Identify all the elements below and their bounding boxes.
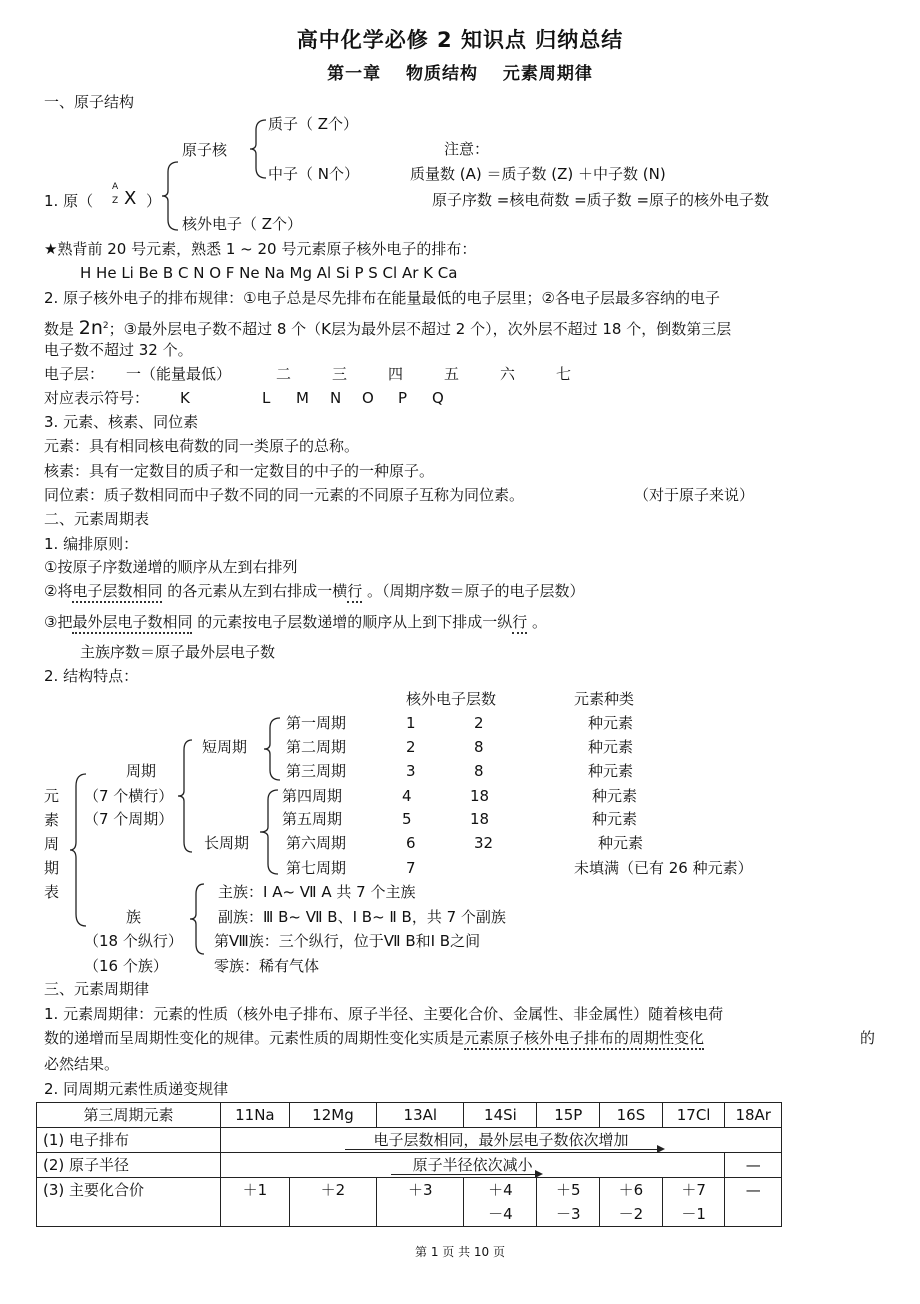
- principle-3: [44, 612, 547, 632]
- vchar-3: 周: [44, 835, 60, 853]
- radius-trend-cell: [220, 1153, 725, 1178]
- table-header: 14Si: [464, 1103, 537, 1128]
- p3-emphasis-col: 行: [512, 613, 527, 634]
- electron-rule-line1: 2. 原子核外电子的排布规律：①电子总是尽先排布在能量最低的电子层里；②各电子层最多容纳的电子: [44, 289, 720, 307]
- vchar-4: 期: [44, 859, 60, 877]
- neutron-label: 中子（ N个）: [268, 165, 359, 183]
- period-kinds-7: 未填满（已有 26 种元素）: [574, 859, 753, 877]
- p2-e: 。（周期序数＝原子的电子层数）: [362, 582, 585, 600]
- layer-7: 七: [556, 365, 572, 383]
- p3-a: ③把: [44, 613, 73, 631]
- short-period-brace: [260, 714, 284, 784]
- vchar-5: 表: [44, 883, 60, 901]
- arrangement-principles-heading: 1. 编排原则：: [44, 535, 139, 553]
- rule2-text: ；③最外层电子数不超过 8 个（K层为最外层不超过 2 个），次外层不超过 18 个，倒数第三层: [108, 320, 732, 338]
- element-symbol: X: [124, 188, 137, 209]
- valence-max: ＋7: [681, 1181, 706, 1199]
- table-header: 12Mg: [289, 1103, 376, 1128]
- period-name-3: 第三周期: [286, 762, 347, 780]
- period-count-3: 8: [474, 762, 484, 780]
- table-header-row: [37, 1103, 782, 1128]
- table-row: [37, 1153, 782, 1178]
- period-kinds-5: 种元素: [592, 810, 638, 828]
- valence-cell: [600, 1178, 663, 1227]
- period-shells-7: 7: [406, 859, 416, 877]
- electron-rule-line3: 电子数不超过 32 个。: [44, 341, 193, 359]
- p2-emphasis: 电子层数相同: [72, 582, 162, 603]
- period-shells-1: 1: [406, 714, 416, 732]
- period-shells-6: 6: [406, 834, 416, 852]
- mass-number-equation: 质量数 (A) ＝质子数 (Z) ＋中子数 (N): [410, 165, 666, 183]
- valence-cell: [464, 1178, 537, 1227]
- element-list: H He Li Be B C N O F Ne Na Mg Al Si P S Cl Ar K Ca: [80, 264, 458, 282]
- symbol-O: O: [362, 389, 374, 407]
- period-shells-3: 3: [406, 762, 416, 780]
- rule2-prefix: 数是: [44, 320, 79, 338]
- electron-label: 核外电子（ Z个）: [182, 215, 303, 233]
- valence-max: ＋4: [488, 1181, 513, 1199]
- law-line-2: [44, 1028, 704, 1048]
- period-count-6: 32: [474, 834, 494, 852]
- group-count-label: （16 个族）: [84, 957, 168, 975]
- valence-max: ＋3: [408, 1181, 433, 1199]
- period-count-5: 18: [470, 810, 490, 828]
- period-shells-4: 4: [402, 787, 412, 805]
- principle-1: ①按原子序数递增的顺序从左到右排列: [44, 558, 298, 576]
- vchar-1: 元: [44, 787, 60, 805]
- valence-max: ＋2: [320, 1181, 346, 1199]
- atom-brace: [158, 158, 182, 234]
- atomic-number-equation: 原子序数 =核电荷数 =质子数 =原子的核外电子数: [432, 191, 770, 209]
- symbol-M: M: [296, 389, 309, 407]
- law-line-1: 1. 元素周期律：元素的性质（核外电子排布、原子半径、主要化合价、金属性、非金属性）随着核电荷: [44, 1005, 724, 1023]
- electron-trend-text: 电子层数相同，最外层电子数依次增加: [373, 1131, 629, 1149]
- proton-label: 质子（ Z个）: [268, 115, 359, 133]
- long-period-brace: [256, 786, 280, 878]
- valence-min: －2: [618, 1205, 644, 1223]
- symbol-N: N: [330, 389, 342, 407]
- memorize-note: ★熟背前 20 号元素，熟悉 1 ~ 20 号元素原子核外电子的排布：: [44, 240, 477, 258]
- layer-4: 四: [388, 365, 404, 383]
- chapter-title: 第一章 物质结构 元素周期律: [327, 64, 593, 84]
- group-zero: 零族：稀有气体: [214, 957, 320, 975]
- p2-emphasis-row: 行: [347, 582, 362, 603]
- trend-arrow-icon: [391, 1174, 541, 1175]
- nucleus-label: 原子核: [182, 141, 228, 159]
- mass-number-sup: A: [112, 182, 119, 192]
- period-kinds-3: 种元素: [588, 762, 634, 780]
- column-shells: 核外电子层数: [406, 690, 497, 708]
- layer-5: 五: [444, 365, 460, 383]
- group-main: 主族：Ⅰ A~ Ⅶ A 共 7 个主族: [218, 883, 416, 901]
- page-footer: 第 1 页 共 10 页: [415, 1245, 505, 1259]
- period-name-6: 第六周期: [286, 834, 347, 852]
- group-label: 族: [126, 908, 142, 926]
- layer-1: 一（能量最低）: [126, 365, 232, 383]
- p3-c: 的元素按电子层数递增的顺序从上到下排成一纵: [192, 613, 513, 631]
- symbol-P: P: [398, 389, 408, 407]
- element-definition: 元素：具有相同核电荷数的同一类原子的总称。: [44, 437, 360, 455]
- period-label: 周期: [126, 762, 157, 780]
- law2-a: 数的递增而呈周期性变化的规律。元素性质的周期性变化实质是: [44, 1029, 465, 1047]
- section-heading-periodic-table: 二、元素周期表: [44, 510, 150, 528]
- valence-cell: [537, 1178, 600, 1227]
- period-name-2: 第二周期: [286, 738, 347, 756]
- radius-ar: —: [725, 1153, 782, 1178]
- period-shells-2: 2: [406, 738, 416, 756]
- valence-min: －4: [488, 1205, 513, 1223]
- period-count-4: 18: [470, 787, 490, 805]
- group-sub: 副族：Ⅲ B~ Ⅶ B、Ⅰ B~ Ⅱ B，共 7 个副族: [218, 908, 506, 926]
- atom-label: 1. 原（: [44, 192, 94, 210]
- row-label-radius: (2) 原子半径: [37, 1153, 221, 1178]
- table-header: 17Cl: [662, 1103, 725, 1128]
- layer-6: 六: [500, 365, 516, 383]
- row-label-valence: (3) 主要化合价: [37, 1178, 221, 1227]
- table-row: [37, 1128, 782, 1153]
- period-kinds-2: 种元素: [588, 738, 634, 756]
- trend-heading: 2. 同周期元素性质递变规律: [44, 1080, 229, 1098]
- nuclide-definition: 核素：具有一定数目的质子和一定数目的中子的一种原子。: [44, 462, 435, 480]
- valence-max: —: [745, 1181, 761, 1199]
- page-title: 高中化学必修 2 知识点 归纳总结: [296, 28, 624, 52]
- table-header: 18Ar: [725, 1103, 782, 1128]
- rule2-formula-sup: 2: [102, 321, 109, 331]
- p2-a: ②将: [44, 582, 73, 600]
- symbols-label: 对应表示符号：: [44, 389, 150, 407]
- trend-arrow-icon: [345, 1149, 663, 1150]
- period-shells-5: 5: [402, 810, 412, 828]
- electron-rule-line2: [44, 316, 731, 339]
- layer-3: 三: [332, 365, 348, 383]
- period-name-1: 第一周期: [286, 714, 347, 732]
- valence-cell: [289, 1178, 376, 1227]
- valence-cell: [377, 1178, 464, 1227]
- atomic-number-sub: Z: [112, 196, 119, 206]
- period3-trend-table: [36, 1102, 782, 1227]
- valence-cell: [662, 1178, 725, 1227]
- principle-2: [44, 581, 585, 601]
- valence-cell: [725, 1178, 782, 1227]
- symbol-Q: Q: [432, 389, 444, 407]
- valence-max: ＋6: [618, 1181, 644, 1199]
- main-group-rule: 主族序数＝原子最外层电子数: [80, 643, 276, 661]
- period-brace: [174, 736, 196, 856]
- column-kinds: 元素种类: [574, 690, 635, 708]
- symbol-L: L: [262, 389, 271, 407]
- layers-label: 电子层：: [44, 365, 105, 383]
- period-count-1: 2: [474, 714, 484, 732]
- law-line-2-end: 的: [860, 1029, 876, 1047]
- vchar-2: 素: [44, 811, 60, 829]
- period-count-label: （7 个周期）: [84, 810, 174, 828]
- period-name-5: 第五周期: [282, 810, 343, 828]
- structure-heading: 2. 结构特点：: [44, 667, 139, 685]
- note-label: 注意：: [444, 140, 490, 158]
- rule2-formula: 2n: [78, 317, 103, 339]
- group-brace: [186, 880, 208, 960]
- table-header: 13Al: [377, 1103, 464, 1128]
- p3-e: 。: [527, 613, 548, 631]
- period-kinds-4: 种元素: [592, 787, 638, 805]
- nucleus-brace: [246, 116, 270, 182]
- period-kinds-1: 种元素: [588, 714, 634, 732]
- table-header: 16S: [600, 1103, 663, 1128]
- group-viii: 第Ⅷ族：三个纵行，位于Ⅶ B和Ⅰ B之间: [214, 932, 481, 950]
- layer-2: 二: [276, 365, 292, 383]
- table-header: 第三周期元素: [37, 1103, 221, 1128]
- p2-c: 的各元素从左到右排成一横: [162, 582, 348, 600]
- isotope-definition: 同位素：质子数相同而中子数不同的同一元素的不同原子互称为同位素。: [44, 486, 525, 504]
- isotope-note: （对于原子来说）: [634, 486, 755, 504]
- valence-cell: [220, 1178, 289, 1227]
- period-rows-label: （7 个横行）: [84, 787, 174, 805]
- period-name-4: 第四周期: [282, 787, 343, 805]
- section-heading-periodic-law: 三、元素周期律: [44, 980, 150, 998]
- row-label-electron: (1) 电子排布: [37, 1128, 221, 1153]
- table-header: 11Na: [220, 1103, 289, 1128]
- table-header: 15P: [537, 1103, 600, 1128]
- periodic-table-vertical-label: [44, 786, 59, 906]
- valence-min: －3: [555, 1205, 581, 1223]
- long-period-label: 长周期: [204, 834, 250, 852]
- p3-emphasis: 最外层电子数相同: [72, 613, 192, 634]
- valence-max: ＋5: [555, 1181, 581, 1199]
- valence-max: ＋1: [242, 1181, 268, 1199]
- valence-min: －1: [681, 1205, 706, 1223]
- short-period-label: 短周期: [202, 738, 248, 756]
- group-columns-label: （18 个纵行）: [84, 932, 183, 950]
- table-row: [37, 1178, 782, 1227]
- symbol-K: K: [180, 389, 190, 407]
- section-heading-atomic-structure: 一、原子结构: [44, 93, 135, 111]
- law-line-3: 必然结果。: [44, 1055, 120, 1073]
- subheading-elements-nuclides: 3. 元素、核素、同位素: [44, 413, 199, 431]
- period-kinds-6: 种元素: [598, 834, 644, 852]
- electron-trend-cell: [220, 1128, 781, 1153]
- period-name-7: 第七周期: [286, 859, 347, 877]
- law2-emphasis: 元素原子核外电子排布的周期性变化: [464, 1029, 704, 1050]
- atom-label-close: ）: [146, 192, 162, 210]
- period-count-2: 8: [474, 738, 484, 756]
- radius-trend-text: 原子半径依次减小: [412, 1156, 533, 1174]
